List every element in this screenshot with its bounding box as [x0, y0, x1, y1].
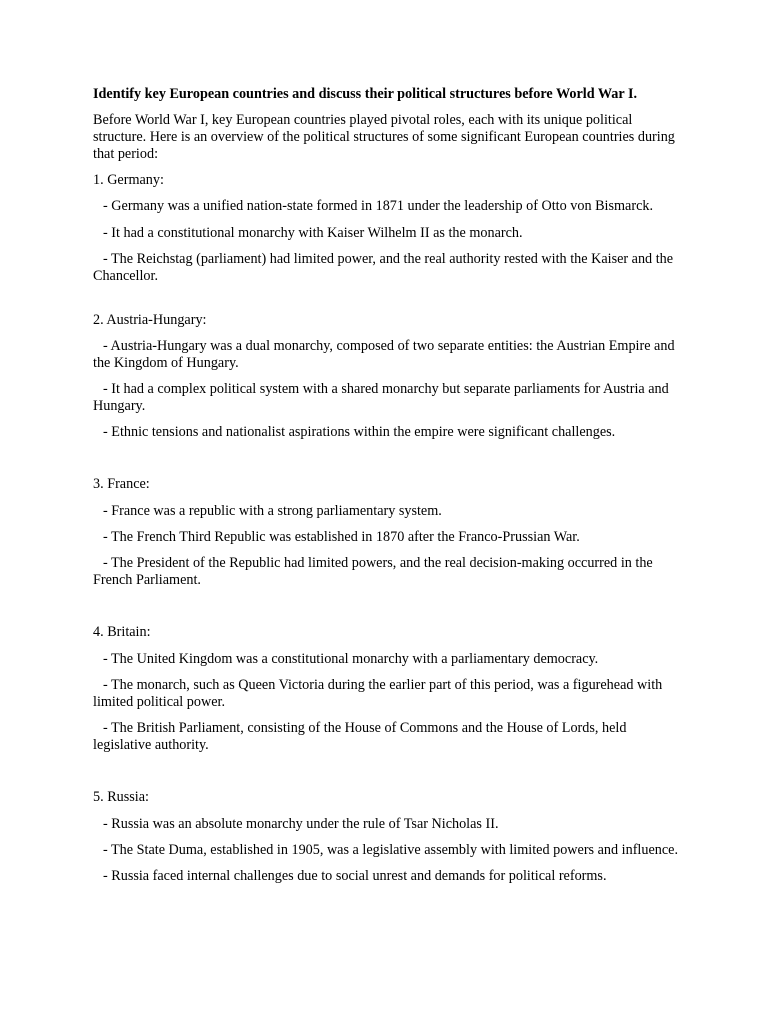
country-point: - Ethnic tensions and nationalist aspirations within the empire were significant challenges.: [103, 424, 616, 441]
country-point: - It had a complex political system with a shared monarchy but separate parliaments for Austria and Hungary.: [93, 381, 669, 414]
country-point: - The French Third Republic was established in 1870 after the Franco-Prussian War.: [103, 529, 580, 546]
country-point: - The United Kingdom was a constitutional monarchy with a parliamentary democracy.: [103, 650, 599, 667]
country-heading: 3. France:: [93, 476, 150, 493]
section-spacer: [93, 294, 683, 312]
country-point: - The monarch, such as Queen Victoria during the earlier part of this period, was a figurehead with limited political power.: [93, 677, 663, 710]
country-point: - The President of the Republic had limited powers, and the real decision-making occurred in the French Parliament.: [93, 555, 653, 589]
document-page: [93, 86, 683, 894]
country-point: - It had a constitutional monarchy with Kaiser Wilhelm II as the monarch.: [103, 224, 523, 241]
country-section-austria-hungary: [93, 312, 683, 441]
intro-paragraph: Before World War I, key European countries played pivotal roles, each with its unique political structure. Here is an overview of the political structures of some significant European countries during that period:: [93, 112, 675, 162]
country-heading: 2. Austria-Hungary:: [93, 311, 207, 328]
country-heading: 4. Britain:: [93, 624, 151, 641]
section-spacer: [93, 763, 683, 789]
country-heading: 1. Germany:: [93, 172, 164, 189]
country-point: - Russia faced internal challenges due to social unrest and demands for political reforms.: [103, 868, 607, 885]
country-point: - Russia was an absolute monarchy under the rule of Tsar Nicholas II.: [103, 815, 499, 832]
country-point: - Austria-Hungary was a dual monarchy, composed of two separate entities: the Austrian Empire and the Kingdom of Hungary.: [93, 337, 675, 371]
country-point: - The British Parliament, consisting of the House of Commons and the House of Lords, held legislative authority.: [93, 720, 627, 753]
country-point: - The State Duma, established in 1905, was a legislative assembly with limited powers and influence.: [103, 841, 678, 858]
country-section-russia: [93, 789, 683, 885]
country-heading: 5. Russia:: [93, 789, 149, 806]
country-point: - The Reichstag (parliament) had limited power, and the real authority rested with the Kaiser and the Chancellor.: [93, 251, 674, 284]
country-point: - France was a republic with a strong parliamentary system.: [103, 502, 442, 519]
section-spacer: [93, 598, 683, 624]
section-spacer: [93, 450, 683, 476]
country-section-france: [93, 476, 683, 588]
country-section-britain: [93, 624, 683, 753]
country-point: - Germany was a unified nation-state formed in 1871 under the leadership of Otto von Bismarck.: [103, 198, 654, 215]
country-section-germany: [93, 172, 683, 284]
question-heading: Identify key European countries and discuss their political structures before World War I.: [93, 86, 638, 102]
